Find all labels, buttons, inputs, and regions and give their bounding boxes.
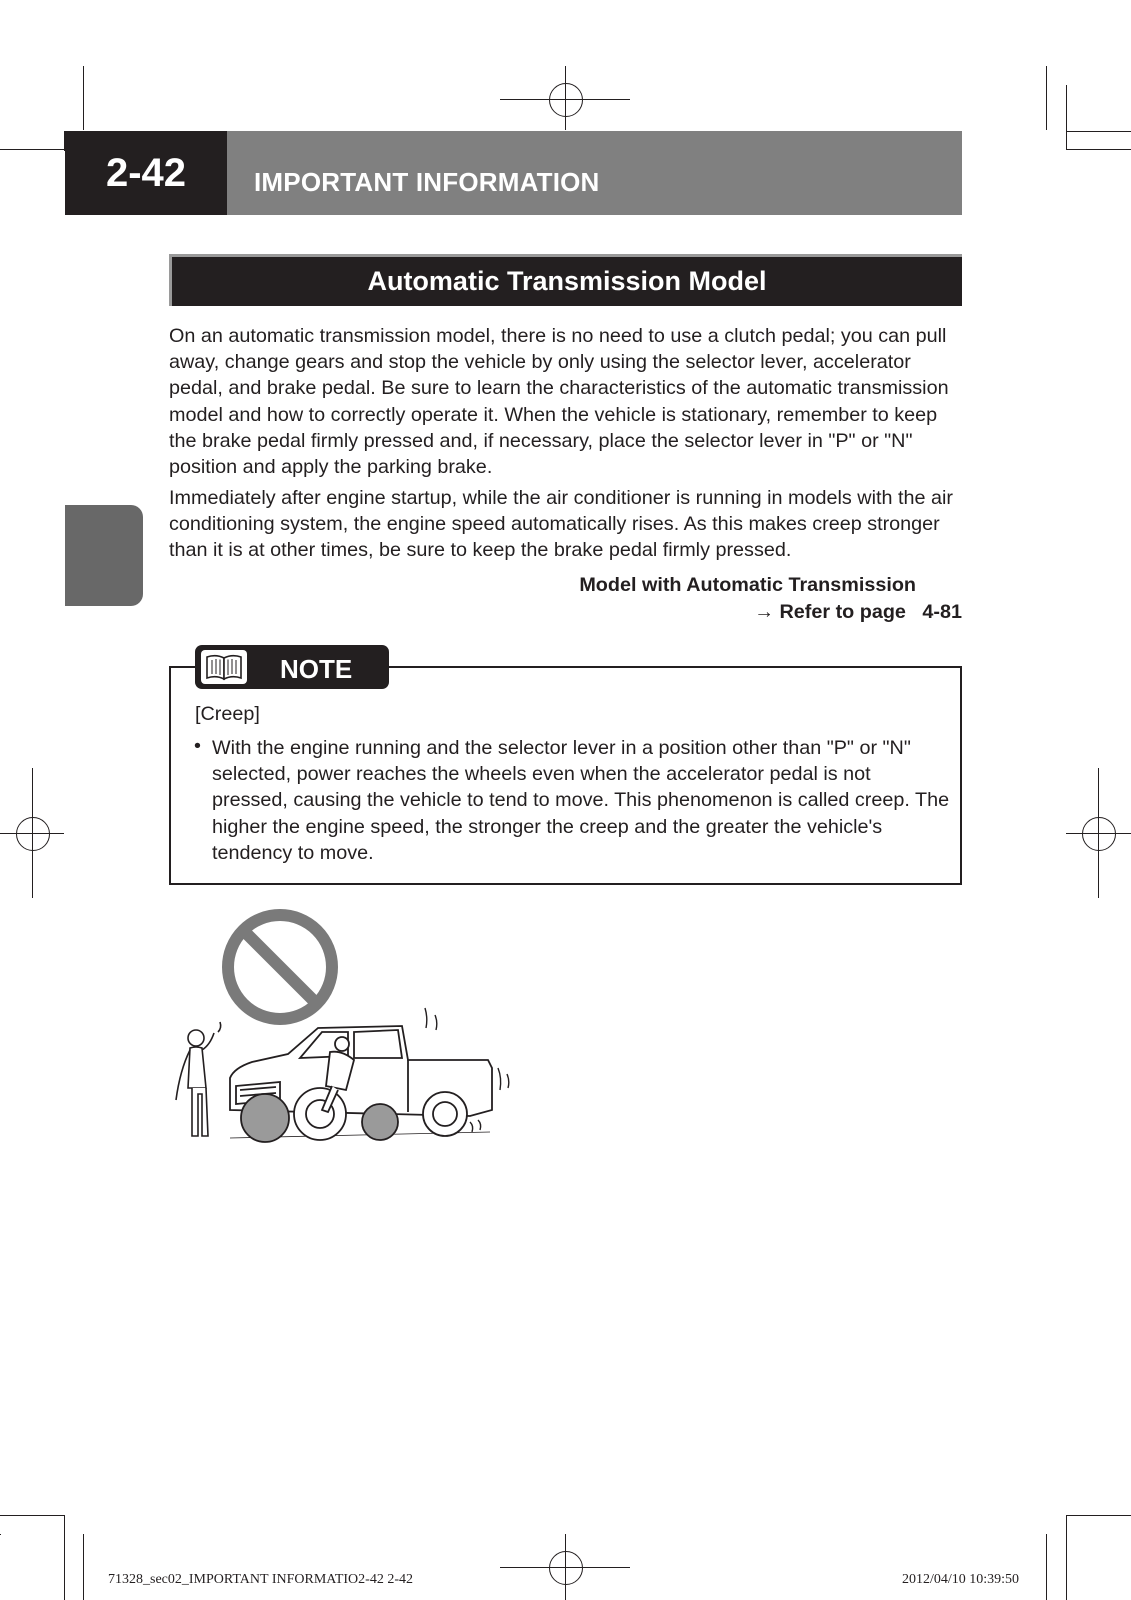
body-paragraph-1: On an automatic transmission model, there is no need to use a clutch pedal; you can pull away, change gears and stop the vehicle by only using the selector lever, accelerator pedal, and brake pedal. Be sure to learn the characteristics of the automatic transmission model and how to correctly operate it. When the vehicle is stationary, remember to keep the brake pedal firmly pressed and, if necessary, place the selector lever in "P" or "N" position and apply the parking brake. <box>169 325 949 479</box>
heading-bar <box>169 254 962 306</box>
body-paragraph-2: Immediately after engine startup, while the air conditioner is running in models with the air conditioning system, the engine speed automatically rises. As this makes creep stronger than it is at other times, be sure to keep the brake pedal firmly pressed. <box>169 487 953 562</box>
reference-link[interactable] <box>754 601 962 624</box>
note-bullet-text: With the engine running and the selector lever in a position other than "P" or "N" selected, power reaches the wheels even when the accelerator pedal is not pressed, causing the vehicle to tend to move. This phenomenon is called creep. The higher the engine speed, the stronger the creep and the greater the vehicle's tendency to move. <box>212 737 950 864</box>
pedestrian-figure <box>176 1022 221 1136</box>
footer-date-slug: 2012/04/10 10:39:50 <box>902 1572 1020 1587</box>
page-number <box>65 131 227 215</box>
note-subtitle: [Creep] <box>195 703 260 725</box>
creep-illustration <box>170 900 530 1150</box>
reference-page[interactable]: 4-81 <box>922 601 962 623</box>
section-header-bar <box>227 131 962 215</box>
page-number-text: 2-42 <box>105 150 187 195</box>
bullet-marker: • <box>194 735 201 757</box>
pickup-truck <box>230 1026 492 1142</box>
prohibited-icon <box>228 915 332 1019</box>
book-icon <box>201 650 247 684</box>
section-thumb-tab <box>65 505 143 606</box>
reference-model: Model with Automatic Transmission <box>579 574 916 596</box>
section-title: IMPORTANT INFORMATION <box>254 167 600 197</box>
footer-file-slug: 71328_sec02_IMPORTANT INFORMATIO2-42 2-42 <box>108 1572 413 1587</box>
reference-prefix: → Refer to page <box>754 601 906 623</box>
heading-title: Automatic Transmission Model <box>367 266 767 296</box>
note-tab <box>195 645 389 689</box>
note-label: NOTE <box>280 654 353 684</box>
pickup-truck-creeping-illustration <box>170 900 530 1145</box>
